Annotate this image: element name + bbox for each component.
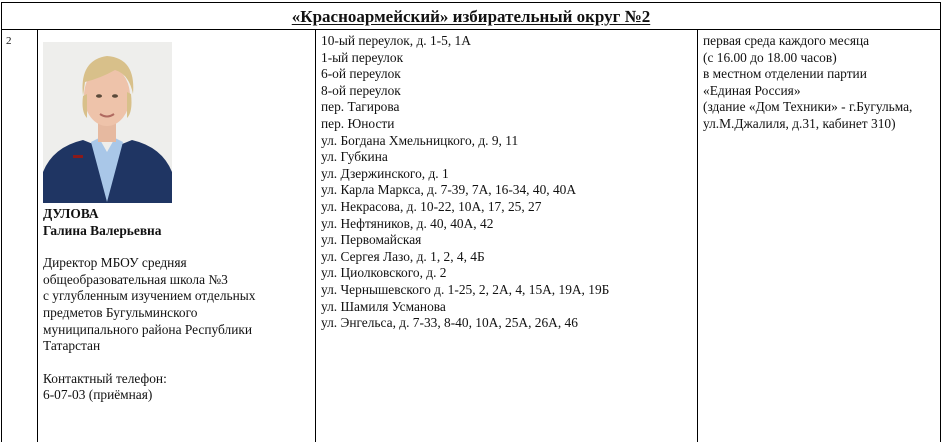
candidate-photo <box>43 42 172 203</box>
position-line: Татарстан <box>43 338 101 354</box>
reception-schedule <box>703 33 938 133</box>
candidate-given-name: Галина Валерьевна <box>43 222 162 238</box>
column-divider-3 <box>697 30 698 442</box>
reception-line: (здание «Дом Техники» - г.Бугульма, <box>703 99 913 115</box>
address-item: ул. Некрасова, д. 10-22, 10А, 17, 25, 27 <box>321 198 542 214</box>
district-title: «Красноармейский» избирательный округ №2 <box>291 7 651 26</box>
address-list <box>321 33 691 332</box>
reception-line: в местном отделении партии <box>703 66 867 82</box>
reception-line: «Единая Россия» <box>703 82 801 98</box>
table-border-right <box>940 30 941 442</box>
position-line: Директор МБОУ средняя <box>43 255 187 271</box>
column-divider-1 <box>37 30 38 442</box>
address-item: ул. Богдана Хмельницкого, д. 9, 11 <box>321 132 519 148</box>
address-item: пер. Тагирова <box>321 99 400 115</box>
address-item: ул. Шамиля Усманова <box>321 298 446 314</box>
address-item: ул. Карла Маркса, д. 7-39, 7А, 16-34, 40, 40А <box>321 182 577 198</box>
reception-line: ул.М.Джалиля, д.31, кабинет 310) <box>703 115 896 131</box>
address-item: 8-ой переулок <box>321 82 401 98</box>
position-line: муниципального района Республики <box>43 321 253 337</box>
position-line: с углубленным изучением отдельных <box>43 288 256 304</box>
address-item: 1-ый переулок <box>321 49 404 65</box>
position-line: общеобразовательная школа №3 <box>43 271 228 287</box>
phone-label: Контактный телефон: <box>43 370 167 386</box>
address-item: ул. Нефтяников, д. 40, 40А, 42 <box>321 215 494 231</box>
address-item: ул. Энгельса, д. 7-33, 8-40, 10А, 25А, 26А, 46 <box>321 315 578 331</box>
candidate-surname: ДУЛОВА <box>43 206 99 221</box>
district-header-row <box>1 2 941 30</box>
address-item: ул. Дзержинского, д. 1 <box>321 165 449 181</box>
address-item: ул. Губкина <box>321 149 388 165</box>
reception-line: (с 16.00 до 18.00 часов) <box>703 49 837 65</box>
address-item: 6-ой переулок <box>321 66 401 82</box>
table-border-left <box>1 30 2 442</box>
row-number: 2 <box>6 35 12 47</box>
address-item: ул. Первомайская <box>321 232 422 248</box>
address-item: ул. Чернышевского д. 1-25, 2, 2А, 4, 15А, 19А, 19Б <box>321 281 610 297</box>
phone-value: 6-07-03 (приёмная) <box>43 387 153 403</box>
position-line: предметов Бугульминского <box>43 304 198 320</box>
address-item: ул. Сергея Лазо, д. 1, 2, 4, 4Б <box>321 248 485 264</box>
reception-line: первая среда каждого месяца <box>703 33 870 48</box>
address-item: 10-ый переулок, д. 1-5, 1А <box>321 33 471 48</box>
column-divider-2 <box>315 30 316 442</box>
address-item: ул. Циолковского, д. 2 <box>321 265 447 281</box>
candidate-info <box>43 206 305 404</box>
address-item: пер. Юности <box>321 115 395 131</box>
